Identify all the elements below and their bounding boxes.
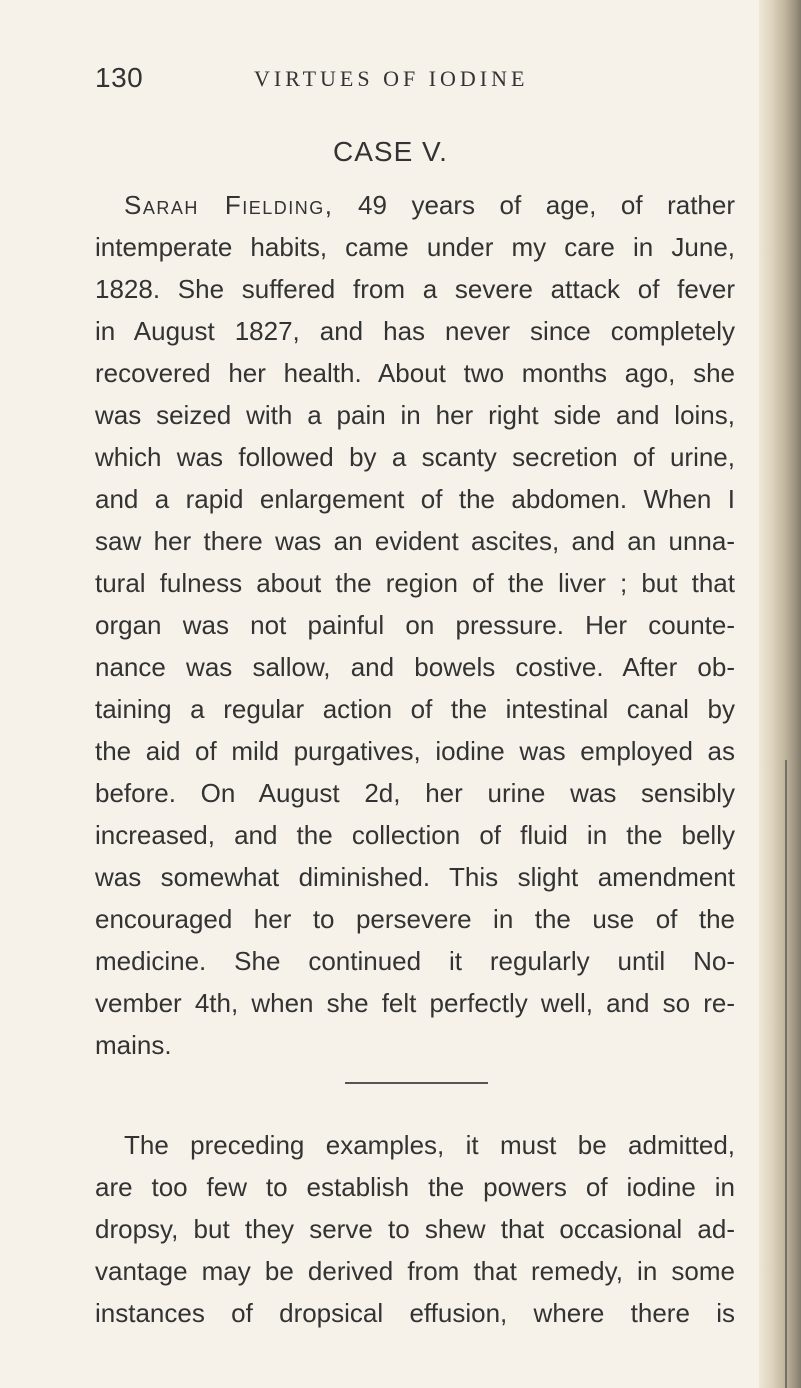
case-line-last: mains. bbox=[95, 1030, 172, 1060]
case-line-1 bbox=[124, 190, 735, 221]
case-line: organ was not painful on pressure. Her counte- bbox=[95, 610, 735, 640]
case-line: in August 1827, and has never since completely bbox=[95, 316, 735, 346]
case-line: nance was sallow, and bowels costive. After ob- bbox=[95, 652, 735, 682]
closing-line: vantage may be derived from that remedy, in some bbox=[95, 1256, 735, 1286]
case-line: increased, and the collection of fluid in the belly bbox=[95, 820, 735, 850]
case-line: intemperate habits, came under my care in June, bbox=[95, 232, 735, 262]
closing-line: instances of dropsical effusion, where there is bbox=[95, 1298, 735, 1328]
closing-line: are too few to establish the powers of iodine in bbox=[95, 1172, 735, 1202]
case-line: saw her there was an evident ascites, and an unna- bbox=[95, 526, 735, 556]
case-line: before. On August 2d, her urine was sensibly bbox=[95, 778, 735, 808]
running-head: VIRTUES OF IODINE bbox=[254, 66, 529, 91]
case-title bbox=[0, 136, 801, 168]
section-divider bbox=[345, 1082, 488, 1084]
case-line: tural fulness about the region of the liver ; but that bbox=[95, 568, 735, 598]
closing-line: dropsy, but they serve to shew that occasional ad- bbox=[95, 1214, 735, 1244]
page-gutter-shadow bbox=[759, 0, 801, 1388]
case-line: which was followed by a scanty secretion of urine, bbox=[95, 442, 735, 472]
case-line: recovered her health. About two months ago, she bbox=[95, 358, 735, 388]
closing-line: The preceding examples, it must be admitted, bbox=[124, 1130, 735, 1160]
case-line: the aid of mild purgatives, iodine was employed as bbox=[95, 736, 735, 766]
case-line: was somewhat diminished. This slight amendment bbox=[95, 862, 735, 892]
case-line: 1828. She suffered from a severe attack of fever bbox=[95, 274, 735, 304]
case-line: encouraged her to persevere in the use of the bbox=[95, 904, 735, 934]
case-title-text: CASE V. bbox=[333, 136, 448, 167]
gutter-edge-line bbox=[785, 760, 787, 1388]
case-line: taining a regular action of the intestinal canal by bbox=[95, 694, 735, 724]
case-line: vember 4th, when she felt perfectly well, and so re- bbox=[95, 988, 735, 1018]
page-number: 130 bbox=[95, 62, 144, 93]
case-line: was seized with a pain in her right side and loins, bbox=[95, 400, 735, 430]
case-line: medicine. She continued it regularly until No- bbox=[95, 946, 735, 976]
case-line-1-rest: 49 years of age, of rather bbox=[333, 190, 735, 220]
case-line: and a rapid enlargement of the abdomen. When I bbox=[95, 484, 735, 514]
patient-name: Sarah Fielding, bbox=[124, 190, 334, 220]
